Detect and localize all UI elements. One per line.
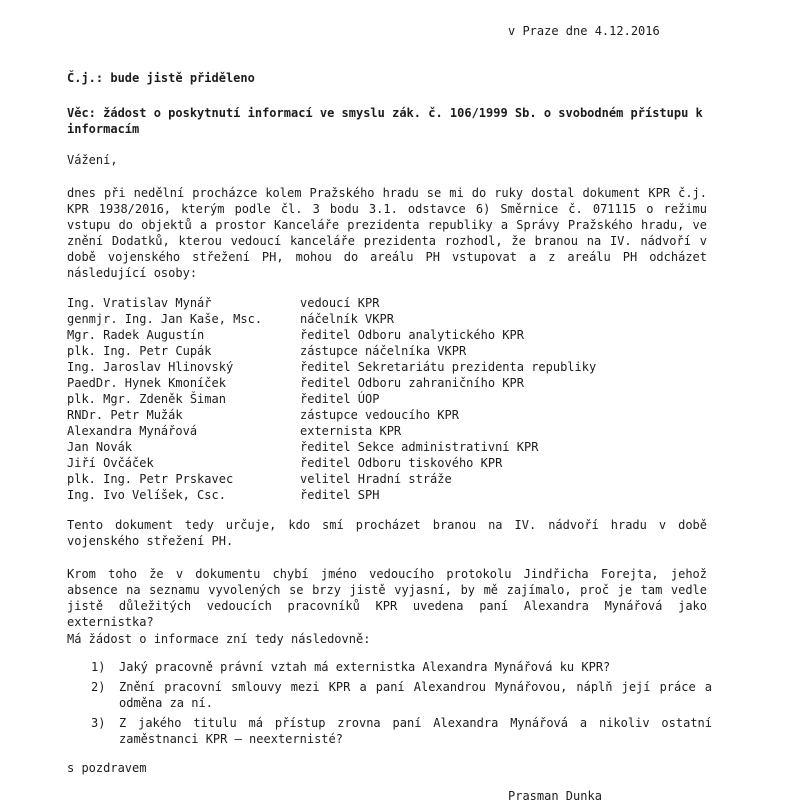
person-name: plk. Ing. Petr Prskavec [67, 472, 234, 486]
request-intro: Má žádost o informace zní tedy následovně: [67, 632, 371, 646]
question-item [67, 679, 712, 711]
question-item [67, 715, 712, 747]
question-number: 2) [91, 680, 106, 694]
person-name: Ing. Ivo Velíšek, Csc. [67, 488, 226, 502]
paragraph-document-purpose: Tento dokument tedy určuje, kdo smí procházet branou na IV. nádvoří hradu v době vojenského střežení PH. [67, 518, 707, 548]
question-item [67, 659, 712, 675]
person-name: Jan Novák [67, 440, 133, 454]
person-role: vedoucí KPR [300, 296, 380, 310]
letter-date: v Praze dne 4.12.2016 [508, 24, 660, 38]
questions-list [67, 659, 712, 751]
person-role: zástupce náčelníka VKPR [300, 344, 467, 358]
signature-name: Prasman Dunka [508, 789, 602, 803]
person-role: zástupce vedoucího KPR [300, 408, 459, 422]
question-text: Znění pracovní smlouvy mezi KPR a paní Alexandrou Mynářovou, náplň její práce a odměna za ní. [119, 680, 712, 710]
person-role: velitel Hradní stráže [300, 472, 452, 486]
person-role: ředitel Odboru analytického KPR [300, 328, 524, 342]
question-number: 3) [91, 716, 106, 730]
closing-salutation: s pozdravem [67, 761, 147, 775]
person-name: RNDr. Petr Mužák [67, 408, 183, 422]
person-name: PaedDr. Hynek Kmoníček [67, 376, 226, 390]
reference-number: Č.j.: bude jistě přiděleno [67, 71, 255, 85]
person-name: Alexandra Mynářová [67, 424, 198, 438]
person-name: Ing. Vratislav Mynář [67, 296, 212, 310]
person-role: ředitel ÚOP [300, 392, 380, 406]
person-role: ředitel SPH [300, 488, 380, 502]
paragraph-question-reason: Krom toho že v dokumentu chybí jméno vedoucího protokolu Jindřicha Forejta, jehož absence na seznamu vyvolených se brzy jistě vyjasní, by mě zajímalo, proč je tam vedle jistě důležitých vedoucích pracovníků KPR uvedena paní Alexandra Mynářová jako externistka? [67, 567, 707, 629]
subject-line: Věc: žádost o poskytnutí informací ve smyslu zák. č. 106/1999 Sb. o svobodném přístupu k informacím [67, 106, 703, 136]
person-role: externista KPR [300, 424, 402, 438]
person-role: ředitel Sekce administrativní KPR [300, 440, 539, 454]
person-role: ředitel Odboru tiskového KPR [300, 456, 503, 470]
person-role: ředitel Sekretariátu prezidenta republiky [300, 360, 597, 374]
greeting: Vážení, [67, 153, 118, 167]
person-name: plk. Ing. Petr Cupák [67, 344, 212, 358]
person-name: Jiří Ovčáček [67, 456, 154, 470]
person-role: ředitel Odboru zahraničního KPR [300, 376, 524, 390]
person-name: plk. Mgr. Zdeněk Šiman [67, 392, 226, 406]
person-role: náčelník VKPR [300, 312, 394, 326]
question-text: Z jakého titulu má přístup zrovna paní Alexandra Mynářová a nikoliv ostatní zaměstnanci KPR – neexternisté? [119, 716, 712, 746]
question-number: 1) [91, 660, 106, 674]
person-name: Ing. Jaroslav Hlinovský [67, 360, 234, 374]
person-name: genmjr. Ing. Jan Kaše, Msc. [67, 312, 263, 326]
intro-paragraph: dnes při nedělní procházce kolem Pražského hradu se mi do ruky dostal dokument KPR č.j. KPR 1938/2016, kterým podle čl. 3 bodu 3.1. odstavce 6) Směrnice č. 071115 o režimu vstupu do objektů a prostor Kanceláře prezidenta republiky a Správy Pražského hradu, ve znění Dodatků, kterou vedoucí kanceláře prezidenta rozhodl, že branou na IV. nádvoří v době vojenského střežení PH, mohou do areálu PH vstupovat a z areálu PH odcházet následující osoby: [67, 186, 707, 280]
question-text: Jaký pracovně právní vztah má externistka Alexandra Mynářová ku KPR? [119, 660, 611, 674]
person-name: Mgr. Radek Augustín [67, 328, 205, 342]
